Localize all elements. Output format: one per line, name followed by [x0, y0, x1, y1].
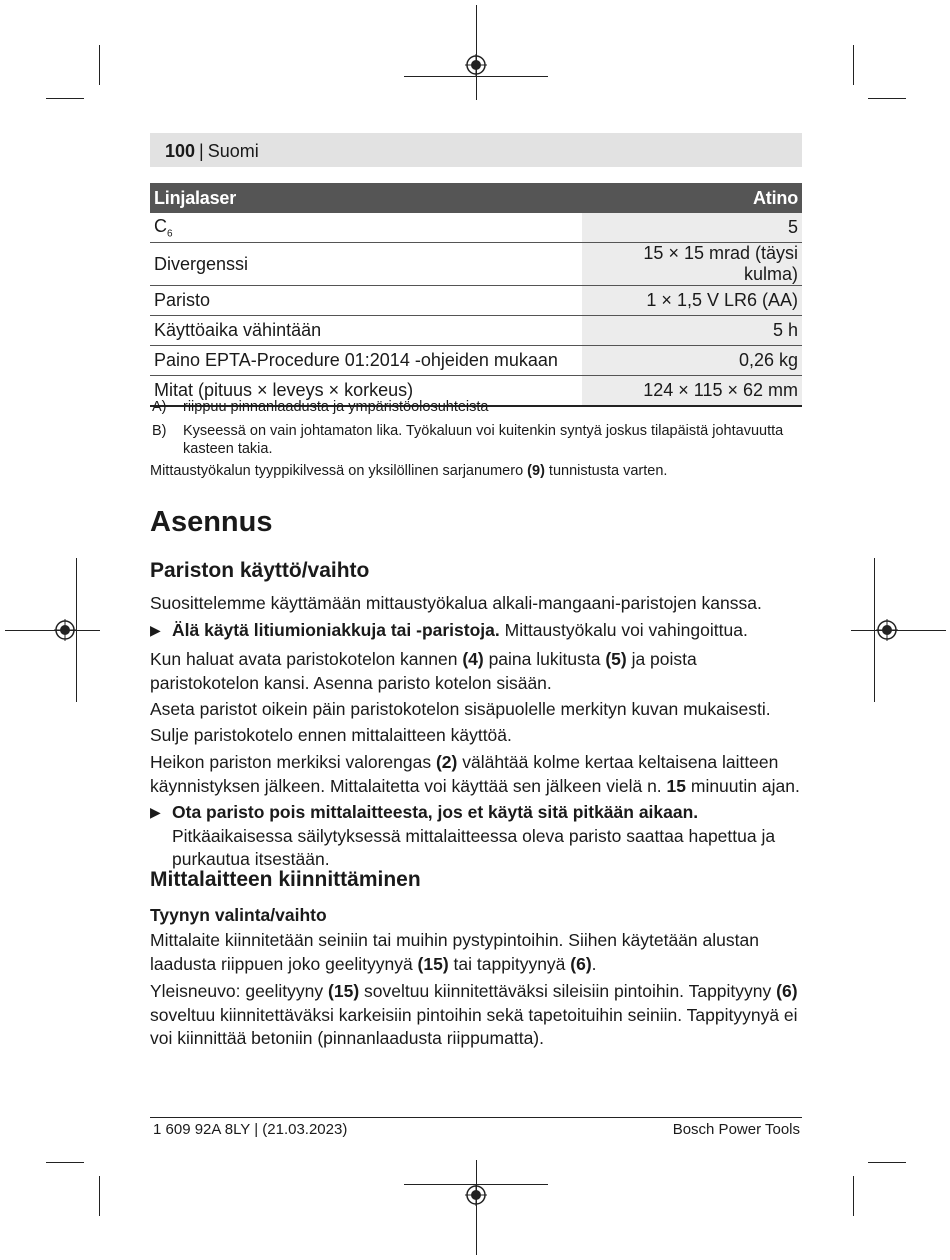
paragraph-mount — [150, 929, 802, 976]
footer-brand: Bosch Power Tools — [672, 1121, 800, 1138]
text: Kun haluat avata paristokotelon kannen — [150, 649, 463, 669]
text: minuutin ajan. — [686, 775, 800, 796]
table-header-row — [150, 183, 802, 213]
section-title-battery: Pariston käyttö/vaihto — [150, 559, 370, 582]
paragraph-close: Sulje paristokotelo ennen mittalaitteen käyttöä. — [150, 725, 512, 745]
warning-bullet-lithium — [150, 619, 802, 643]
crop-mark — [46, 1162, 84, 1163]
paragraph-weak-battery — [150, 751, 802, 798]
registration-mark-icon — [876, 619, 898, 641]
crop-mark — [99, 45, 100, 85]
page-footer — [150, 1117, 802, 1138]
registration-mark-icon — [465, 54, 487, 76]
serial-note-text-end: tunnistusta varten. — [544, 463, 668, 479]
paragraph-open-cover — [150, 648, 802, 695]
table-cell-label: Divergenssi — [150, 243, 582, 286]
serial-note-text: Mittaustyökalun tyyppikilvessä on yksilöllinen sarjanumero — [150, 463, 528, 479]
table-row — [150, 286, 802, 316]
arrow-right-icon: ▶ — [150, 804, 161, 820]
ref: (6) — [570, 953, 592, 974]
header-language: Suomi — [207, 141, 259, 161]
warning-bullet-remove — [150, 801, 802, 872]
crop-mark — [868, 98, 906, 99]
spec-table — [150, 183, 802, 407]
ref: (5) — [605, 649, 627, 669]
paragraph-insert: Aseta paristot oikein päin paristokotelon sisäpuolelle merkityn kuvan mukaisesti. — [150, 699, 771, 719]
crop-mark — [99, 1176, 100, 1216]
table-cell-label: Paristo — [150, 286, 582, 316]
warning-bold: Älä käytä litiumioniakkuja tai -paristoja. — [172, 620, 500, 640]
arrow-right-icon: ▶ — [150, 622, 161, 638]
table-cell-label: Paino EPTA-Procedure 01:2014 -ohjeiden mukaan — [150, 346, 582, 376]
table-cell-value: 0,26 kg — [582, 346, 802, 376]
table-cell-value: 5 h — [582, 316, 802, 346]
serial-note — [150, 460, 802, 484]
table-row — [150, 346, 802, 376]
registration-mark-icon — [465, 1184, 487, 1206]
table-cell-label: Käyttöaika vähintään — [150, 316, 582, 346]
page-number: 100 — [165, 141, 196, 161]
table-header-model: Atino — [582, 183, 802, 213]
footnote-label: B) — [152, 423, 167, 439]
warning-bold: Ota paristo pois mittalaitteesta, jos et käytä sitä pitkään aikaan. — [172, 802, 699, 822]
text: soveltuu kiinnitettäväksi karkeisiin pintoihin sekä tapetoituihin seiniin. Tappityynyä ei voi kiinnittää betoniin (pinnanlaadusta riippumatta). — [150, 1004, 798, 1048]
crop-mark — [476, 1160, 477, 1255]
ref: (15) — [328, 981, 360, 1001]
table-cell-value: 15 × 15 mrad (täysi kulma) — [582, 243, 802, 286]
text: . — [591, 953, 597, 974]
section-title-asennus: Asennus — [150, 506, 273, 538]
ref: (6) — [776, 981, 798, 1001]
text: soveltuu kiinnitettäväksi sileisiin pintoihin. Tappityyny — [359, 981, 777, 1001]
c6-sub: 6 — [167, 228, 173, 240]
text: tai tappityynyä — [448, 953, 571, 974]
table-cell-value: 1 × 1,5 V LR6 (AA) — [582, 286, 802, 316]
crop-mark — [868, 1162, 906, 1163]
header-separator: | — [199, 141, 204, 161]
crop-mark — [5, 630, 100, 631]
text: välähtää kolme kertaa keltaisena laitteen käynnistyksen jälkeen. Mittalaitetta voi käyttää sen jälkeen vielä n. — [150, 752, 779, 796]
subsection-title-pad: Tyynyn valinta/vaihto — [150, 905, 327, 925]
crop-mark — [853, 45, 854, 85]
text: paina lukitusta — [483, 649, 606, 669]
paragraph-general-advice — [150, 980, 802, 1051]
crop-mark — [476, 5, 477, 100]
serial-note-ref: (9) — [527, 463, 545, 479]
page-header — [150, 133, 802, 167]
text: ja poista paristokotelon kansi. Asenna paristo kotelon sisään. — [150, 649, 697, 693]
ref: 15 — [666, 775, 686, 796]
table-row — [150, 213, 802, 243]
section-title-mounting: Mittalaitteen kiinnittäminen — [150, 868, 421, 891]
table-cell-value: 124 × 115 × 62 mm — [582, 376, 802, 407]
warning-text: Mittaustyökalu voi vahingoittua. — [499, 620, 748, 640]
footnote-text: Kyseessä on vain johtamaton lika. Työkaluun voi kuitenkin syntyä joskus tilapäistä johtavuutta kasteen takia. — [183, 423, 784, 457]
ref: (4) — [462, 649, 484, 669]
crop-mark — [853, 1176, 854, 1216]
warning-text: Pitkäaikaisessa säilytyksessä mittalaitteessa oleva paristo saattaa hapettua ja purkautua itsestään. — [172, 825, 776, 869]
table-row — [150, 316, 802, 346]
paragraph-recommend: Suosittelemme käyttämään mittaustyökalua alkali-mangaani-paristojen kanssa. — [150, 593, 762, 613]
text: Mittalaite kiinnitetään seiniin tai muihin pystypintoihin. Siihen käytetään alustan laadusta riippuen joko geelityynyä — [150, 930, 759, 974]
crop-mark — [46, 98, 84, 99]
table-header-name: Linjalaser — [150, 183, 582, 213]
c6-main: C — [154, 215, 167, 236]
ref: (2) — [435, 752, 458, 772]
footnote-text: riippuu pinnanlaadusta ja ympäristöolosuhteista — [183, 399, 489, 415]
table-row — [150, 243, 802, 286]
table-cell-label: Mitat (pituus × leveys × korkeus) — [150, 376, 582, 407]
registration-mark-icon — [54, 619, 76, 641]
crop-mark — [404, 76, 548, 77]
crop-mark — [851, 630, 946, 631]
text: Yleisneuvo: geelityyny — [150, 981, 329, 1001]
table-cell-label — [150, 213, 582, 243]
table-cell-value: 5 — [582, 213, 802, 243]
footer-doc-id: 1 609 92A 8LY | (21.03.2023) — [153, 1121, 348, 1138]
footnote-label: A) — [152, 399, 167, 415]
text: Heikon pariston merkiksi valorengas — [150, 752, 436, 772]
ref: (15) — [417, 953, 449, 974]
